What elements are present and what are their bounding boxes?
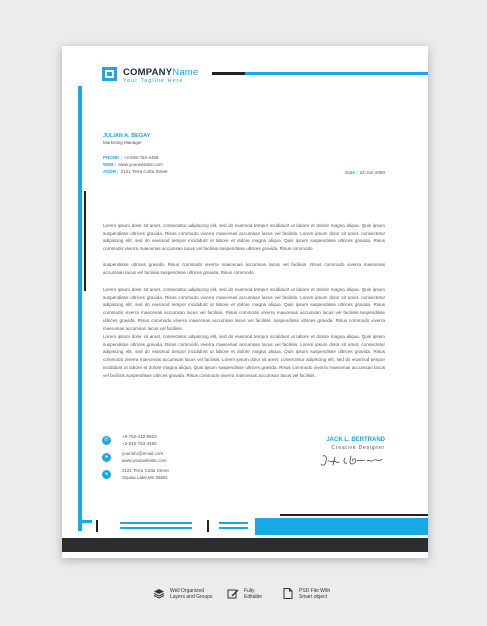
signer-role: Creative Designer <box>331 445 385 451</box>
body-paragraph-4: Lorem ipsum dolor sit amet, consectetur adipiscing elit, sed do eiusmod tempor incididunt ut labore et dolore magna aliqua. Quis ipsum suspendisse ultrices gravida. Risus commodo viverra maecenas accumsan lacus vel facilisis. Lorem ipsum dolor sit amet, consectetur adipiscing elit, sed do eiusmod tempor incididunt ut labore et dolore magna aliqua. Quis ipsum suspendisse ultrices gravida. Risus commodo viverra maecenas accumsan lacus vel facilisis. Lorem ipsum dolor sit amet, consectetur adipiscing elit, sed do eiusmod tempor incididunt ut labore et dolore magna aliqua. Quis ipsum suspendisse ultrices gravida. Risus commodo viverra maecenas accumsan lacus vel facilisis.suspendisse ultrices gravida. Risus commodo viverra maecenas accumsan lacus vel facilisis. <box>103 334 385 378</box>
footer-short-line-top <box>219 522 248 524</box>
company-name: COMPANYName <box>123 67 199 78</box>
footer-dark-divider <box>96 520 98 532</box>
sender-name: JULIAN A. BEGAY <box>103 133 151 139</box>
feature-label-editable: Fully Editable <box>244 588 263 600</box>
footer-line-bottom <box>120 527 192 529</box>
layers-icon <box>153 588 165 599</box>
feature-list <box>0 587 487 607</box>
feature-label-layers: Well Organized Layers and Groups <box>170 588 213 600</box>
footer-dark-line <box>280 514 428 516</box>
sender-phone: PHONE : +2-545-753-4456 <box>103 155 159 160</box>
header-dark-bar <box>212 72 245 75</box>
globe-icon: ● <box>102 453 111 462</box>
contact-address: 2121 Terra Cotta Street Squaw Lake,Mn 56681 <box>122 468 169 480</box>
handwritten-signature <box>319 452 385 470</box>
side-dark-line <box>84 191 86 291</box>
contact-phones: +8-752-412-9623 +2-545-753-4456 <box>122 434 157 446</box>
header-blue-bar <box>245 72 428 75</box>
body-paragraph-1: Lorem ipsum dolor sit amet, consectetur adipiscing elit, sed do eiusmod tempor incididunt ut labore et dolore magna aliqua. Quis ipsum suspendisse ultrices gravida. Risus commodo viverra maecenas accumsan lacus vel facilisis. Lorem ipsum dolor sit amet, consectetur adipiscing elit, sed do eiusmod tempor incididunt ut labore et dolore magna aliqua. Quis ipsum suspendisse ultrices gravida. Risus commodo viverra maecenas accumsan lacus vel facilisis.suspendisse ultrices gravida. Risus commodo <box>103 223 385 252</box>
phone-icon: ✆ <box>102 436 111 445</box>
body-paragraph-3: Lorem ipsum dolor sit amet, consectetur adipiscing elit, sed do eiusmod tempor incididunt ut labore et dolore magna aliqua. Quis ipsum suspendisse ultrices gravida. Risus commodo viverra maecenas accumsan lacus vel facilisis. Lorem ipsum dolor sit amet, consectetur adipiscing elit, sed do eiusmod tempor incididunt ut labore et dolore magna aliqua. Quis ipsum suspendisse ultrices gravida. Risus commodo viverra maecenas accumsan lacus vel facilisis. Risus commodo viverra maecenas accumsan lacus vel facilisis.suspendisse ultrices gravida. Risus commodo viverra maecenas accumsan lacus vel facilisis. suspendisse ultrices gravida. Risus commodo viverra maecenas accumsan lacus vel facilisis. <box>103 287 385 331</box>
footer-dark-bar <box>62 538 428 552</box>
letter-date: Date : 22-Jun-2050 <box>345 170 385 175</box>
footer-blue-block <box>255 518 428 535</box>
body-paragraph-2: suspendisse ultrices gravida. Risus commodo viverra maecenas accumsan lacus vel facilisis. Risus commodo viverra maecenas accumsan lacus vel facilisis.suspendisse ultrices gravida. Risus commodo <box>103 262 385 275</box>
signer-name: JACK L. BERTRAND <box>326 437 385 443</box>
footer-line-top <box>120 522 192 524</box>
feature-label-psd: PSD File With Smart object <box>299 588 331 600</box>
company-tagline: Your Tagline Here <box>123 78 184 84</box>
company-logo-icon <box>102 67 117 81</box>
edit-icon <box>227 588 239 599</box>
letterhead-sheet <box>62 46 428 558</box>
file-icon <box>282 588 294 599</box>
sender-web: WEB : www.yourwebsite.com <box>103 162 163 167</box>
contact-web: yourinfo@email.com www.yourwebsite.com <box>122 451 167 463</box>
footer-dark-divider <box>207 520 209 532</box>
location-pin-icon: ● <box>102 470 111 479</box>
side-blue-bar <box>78 86 82 531</box>
sender-address: ADDR : 2121 Terra Cotta Street <box>103 169 168 174</box>
sender-role: Marketing Manager <box>103 140 142 145</box>
footer-blue-corner <box>78 520 92 523</box>
footer-short-line-bottom <box>219 527 248 529</box>
